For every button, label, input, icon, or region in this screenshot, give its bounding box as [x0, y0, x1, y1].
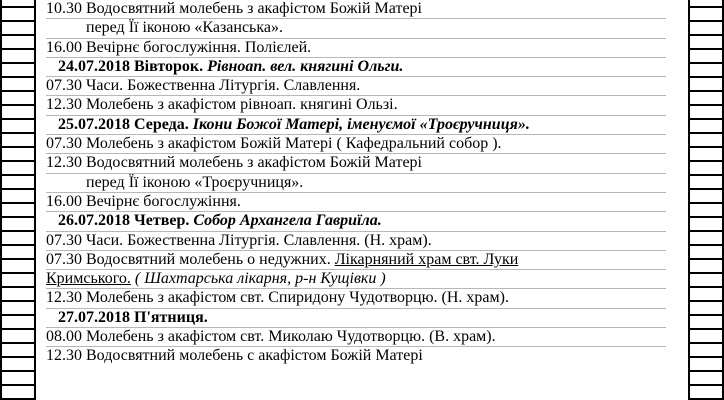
list-item: 12.30 Водосвятний молебень с акафістом Божій Матері	[46, 347, 423, 365]
left-border-ornament	[0, 0, 36, 400]
list-item: 16.00 Вечірнє богослужіння. Полієлей.	[46, 39, 666, 58]
day-heading: 25.07.2018 Середа. Ікони Божої Матері, іменуємої «Троєручниця».	[46, 116, 666, 135]
day-heading: 24.07.2018 Вівторок. Рівноап. вел. княгині Ольги.	[46, 58, 666, 77]
list-item: 10.30 Водосвятний молебень з акафістом Божій Матері	[46, 0, 666, 19]
right-border-ornament	[688, 0, 724, 400]
day-heading: 26.07.2018 Четвер. Собор Архангела Гавриїла.	[46, 212, 666, 231]
list-item: перед Її іконою «Троєручниця».	[46, 174, 666, 193]
list-item: 12.30 Молебень з акафістом рівноап. княгині Ользі.	[46, 96, 666, 115]
list-item: 07.30 Молебень з акафістом Божій Матері ( Кафедральний собор ).	[46, 135, 666, 154]
list-item: 07.30 Водосвятний молебень о недужних. Лікарняний храм свт. Луки	[46, 251, 666, 270]
list-item: 12.30 Водосвятний молебень з акафістом Божій Матері	[46, 154, 666, 173]
list-item: 12.30 Молебень з акафістом свт. Спиридону Чудотворцю. (Н. храм).	[46, 289, 666, 308]
list-item: 07.30 Часи. Божественна Літургія. Славлення.	[46, 77, 666, 96]
church-link-continued: Кримського.	[46, 270, 131, 288]
list-item: Кримського. ( Шахтарська лікарня, р-н Кущівки )	[46, 270, 666, 289]
list-item: 07.30 Часи. Божественна Літургія. Славлення. (Н. храм).	[46, 232, 666, 251]
list-item: 08.00 Молебень з акафістом свт. Миколаю Чудотворцю. (В. храм).	[46, 328, 666, 347]
schedule-list	[46, 0, 666, 366]
list-item: 16.00 Вечірнє богослужіння.	[46, 193, 666, 212]
day-heading: 27.07.2018 П'ятниця.	[46, 309, 666, 328]
list-item: перед Її іконою «Казанська».	[46, 19, 666, 38]
church-link: Лікарняний храм свт. Луки	[334, 250, 519, 268]
